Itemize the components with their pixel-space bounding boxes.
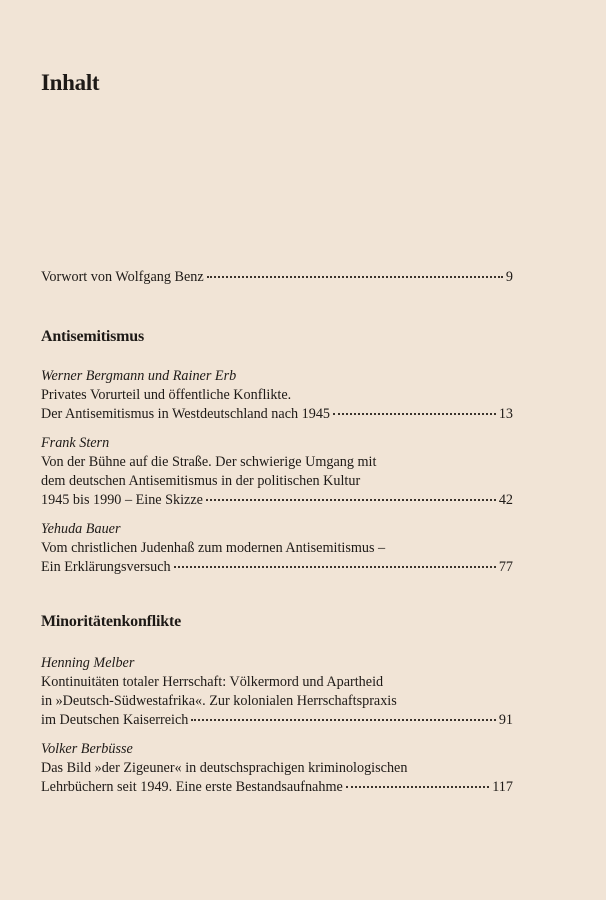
dot-leader: [174, 565, 496, 568]
toc-entry-last-line: [41, 558, 513, 577]
toc-page-number: 91: [498, 712, 513, 728]
toc-entry-last-line: [41, 491, 513, 510]
toc-page-number: 117: [492, 779, 513, 795]
toc-title-line: Kontinuitäten totaler Herrschaft: Völkermord und Apartheid: [41, 674, 384, 690]
toc-entry-last-line: [41, 778, 513, 797]
toc-author: Frank Stern: [41, 435, 110, 451]
toc-title-line: in »Deutsch-Südwestafrika«. Zur kolonialen Herrschaftspraxis: [41, 693, 397, 709]
toc-title-line: Vom christlichen Judenhaß zum modernen Antisemitismus –: [41, 540, 386, 556]
toc-author: Yehuda Bauer: [41, 521, 121, 537]
toc-title-line: Privates Vorurteil und öffentliche Konflikte.: [41, 387, 292, 403]
section-heading-minoritaetenkonflikte: Minoritätenkonflikte: [41, 613, 181, 630]
dot-leader: [206, 498, 496, 501]
toc-entry-last-line: [41, 405, 513, 424]
toc-title-line: Von der Bühne auf die Straße. Der schwierige Umgang mit: [41, 454, 377, 470]
page-title: Inhalt: [41, 70, 100, 95]
toc-title-line: Das Bild »der Zigeuner« in deutschsprachigen kriminologischen: [41, 760, 408, 776]
toc-page-number: 9: [505, 269, 513, 285]
toc-title-line: im Deutschen Kaiserreich: [41, 712, 189, 728]
toc-page-number: 77: [498, 559, 513, 575]
dot-leader: [207, 275, 503, 278]
dot-leader: [333, 412, 496, 415]
dot-leader: [191, 718, 495, 721]
toc-author: Werner Bergmann und Rainer Erb: [41, 368, 237, 384]
toc-title-line: dem deutschen Antisemitismus in der politischen Kultur: [41, 473, 361, 489]
dot-leader: [346, 785, 489, 788]
toc-page-number: 42: [498, 492, 513, 508]
toc-author: Volker Berbüsse: [41, 741, 133, 757]
toc-title-line: 1945 bis 1990 – Eine Skizze: [41, 492, 203, 508]
toc-entry-preface: [41, 268, 513, 287]
section-heading-antisemitismus: Antisemitismus: [41, 328, 144, 345]
toc-title-line: Der Antisemitismus in Westdeutschland nach 1945: [41, 406, 331, 422]
toc-entry-text: Vorwort von Wolfgang Benz: [41, 269, 204, 285]
toc-author: Henning Melber: [41, 655, 135, 671]
toc-title-line: Lehrbüchern seit 1949. Eine erste Bestandsaufnahme: [41, 779, 343, 795]
toc-entry-last-line: [41, 711, 513, 730]
toc-title-line: Ein Erklärungsversuch: [41, 559, 171, 575]
toc-page-number: 13: [498, 406, 513, 422]
